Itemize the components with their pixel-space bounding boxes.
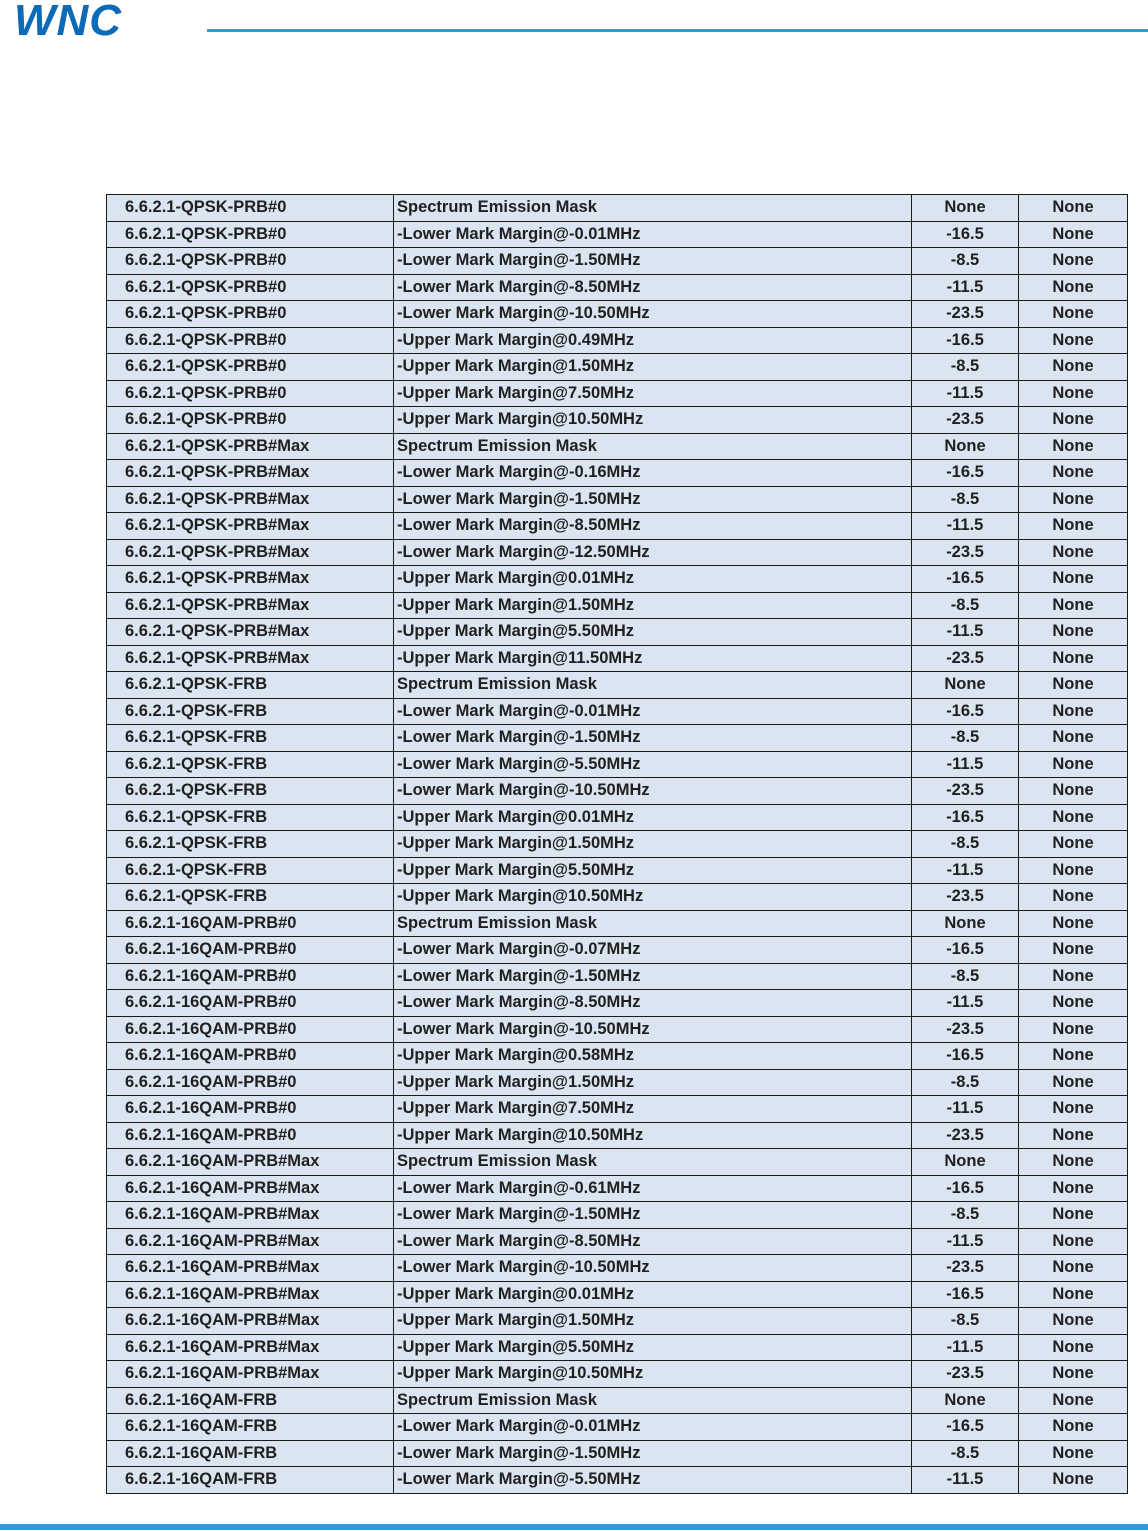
footer-rule: [0, 1524, 1148, 1530]
limit-cell: None: [1019, 354, 1128, 381]
value-cell: -16.5: [912, 1414, 1019, 1441]
limit-cell: None: [1019, 751, 1128, 778]
value-cell: -23.5: [912, 778, 1019, 805]
description-cell: -Lower Mark Margin@-12.50MHz: [394, 539, 912, 566]
description-cell: -Lower Mark Margin@-10.50MHz: [394, 1016, 912, 1043]
table-row: [107, 248, 1128, 275]
value-cell: None: [912, 195, 1019, 222]
description-cell: -Upper Mark Margin@1.50MHz: [394, 354, 912, 381]
table-row: [107, 990, 1128, 1017]
test-id-cell: 6.6.2.1-QPSK-PRB#0: [107, 327, 394, 354]
table-row: [107, 884, 1128, 911]
table-row: [107, 1467, 1128, 1494]
test-id-cell: 6.6.2.1-16QAM-PRB#0: [107, 1122, 394, 1149]
description-cell: -Upper Mark Margin@7.50MHz: [394, 1096, 912, 1123]
value-cell: -11.5: [912, 274, 1019, 301]
test-id-cell: 6.6.2.1-16QAM-PRB#0: [107, 1069, 394, 1096]
table-row: [107, 778, 1128, 805]
test-id-cell: 6.6.2.1-16QAM-PRB#0: [107, 937, 394, 964]
description-cell: -Upper Mark Margin@1.50MHz: [394, 1308, 912, 1335]
test-id-cell: 6.6.2.1-16QAM-PRB#0: [107, 1043, 394, 1070]
description-cell: -Upper Mark Margin@11.50MHz: [394, 645, 912, 672]
description-cell: -Lower Mark Margin@-5.50MHz: [394, 751, 912, 778]
limit-cell: None: [1019, 433, 1128, 460]
test-id-cell: 6.6.2.1-QPSK-PRB#Max: [107, 645, 394, 672]
description-cell: -Upper Mark Margin@10.50MHz: [394, 1122, 912, 1149]
description-cell: -Upper Mark Margin@0.01MHz: [394, 804, 912, 831]
value-cell: -8.5: [912, 592, 1019, 619]
table-row: [107, 1228, 1128, 1255]
table-row: [107, 274, 1128, 301]
value-cell: -11.5: [912, 513, 1019, 540]
description-cell: -Lower Mark Margin@-10.50MHz: [394, 301, 912, 328]
value-cell: -23.5: [912, 1016, 1019, 1043]
value-cell: -11.5: [912, 1228, 1019, 1255]
description-cell: -Upper Mark Margin@0.58MHz: [394, 1043, 912, 1070]
value-cell: None: [912, 910, 1019, 937]
table-row: [107, 221, 1128, 248]
limit-cell: None: [1019, 857, 1128, 884]
table-row: [107, 857, 1128, 884]
table-row: [107, 1016, 1128, 1043]
description-cell: -Lower Mark Margin@-8.50MHz: [394, 990, 912, 1017]
value-cell: -23.5: [912, 645, 1019, 672]
test-id-cell: 6.6.2.1-QPSK-PRB#Max: [107, 592, 394, 619]
test-id-cell: 6.6.2.1-16QAM-PRB#Max: [107, 1281, 394, 1308]
value-cell: -11.5: [912, 619, 1019, 646]
table-row: [107, 1361, 1128, 1388]
table-row: [107, 407, 1128, 434]
description-cell: -Lower Mark Margin@-8.50MHz: [394, 1228, 912, 1255]
test-id-cell: 6.6.2.1-16QAM-PRB#0: [107, 910, 394, 937]
value-cell: -8.5: [912, 1202, 1019, 1229]
limit-cell: None: [1019, 1122, 1128, 1149]
table-row: [107, 804, 1128, 831]
test-id-cell: 6.6.2.1-QPSK-PRB#Max: [107, 486, 394, 513]
limit-cell: None: [1019, 513, 1128, 540]
description-cell: -Upper Mark Margin@5.50MHz: [394, 857, 912, 884]
description-cell: -Lower Mark Margin@-8.50MHz: [394, 274, 912, 301]
test-id-cell: 6.6.2.1-16QAM-PRB#Max: [107, 1175, 394, 1202]
table-row: [107, 1334, 1128, 1361]
value-cell: -16.5: [912, 460, 1019, 487]
description-cell: -Lower Mark Margin@-0.16MHz: [394, 460, 912, 487]
limit-cell: None: [1019, 804, 1128, 831]
table-row: [107, 354, 1128, 381]
test-id-cell: 6.6.2.1-QPSK-FRB: [107, 751, 394, 778]
table-row: [107, 513, 1128, 540]
table-row: [107, 301, 1128, 328]
test-id-cell: 6.6.2.1-QPSK-PRB#Max: [107, 566, 394, 593]
limit-cell: None: [1019, 963, 1128, 990]
test-id-cell: 6.6.2.1-QPSK-PRB#0: [107, 354, 394, 381]
value-cell: None: [912, 1387, 1019, 1414]
table-row: [107, 327, 1128, 354]
test-id-cell: 6.6.2.1-16QAM-FRB: [107, 1414, 394, 1441]
limit-cell: None: [1019, 1281, 1128, 1308]
limit-cell: None: [1019, 725, 1128, 752]
table-body: [107, 195, 1128, 1494]
value-cell: -8.5: [912, 486, 1019, 513]
table-row: [107, 539, 1128, 566]
value-cell: -8.5: [912, 354, 1019, 381]
value-cell: -23.5: [912, 539, 1019, 566]
description-cell: Spectrum Emission Mask: [394, 1149, 912, 1176]
svg-text:WNC: WNC: [14, 0, 123, 40]
test-id-cell: 6.6.2.1-16QAM-PRB#0: [107, 963, 394, 990]
value-cell: -23.5: [912, 1361, 1019, 1388]
limit-cell: None: [1019, 1255, 1128, 1282]
description-cell: -Upper Mark Margin@7.50MHz: [394, 380, 912, 407]
description-cell: -Upper Mark Margin@5.50MHz: [394, 1334, 912, 1361]
limit-cell: None: [1019, 407, 1128, 434]
value-cell: -16.5: [912, 698, 1019, 725]
limit-cell: None: [1019, 248, 1128, 275]
description-cell: Spectrum Emission Mask: [394, 433, 912, 460]
limit-cell: None: [1019, 937, 1128, 964]
value-cell: -16.5: [912, 1175, 1019, 1202]
spectrum-emission-table: [106, 194, 1128, 1494]
test-id-cell: 6.6.2.1-16QAM-PRB#Max: [107, 1361, 394, 1388]
table-row: [107, 460, 1128, 487]
value-cell: -8.5: [912, 963, 1019, 990]
table-row: [107, 910, 1128, 937]
description-cell: -Lower Mark Margin@-1.50MHz: [394, 1202, 912, 1229]
value-cell: -8.5: [912, 725, 1019, 752]
test-id-cell: 6.6.2.1-QPSK-PRB#0: [107, 301, 394, 328]
test-id-cell: 6.6.2.1-QPSK-FRB: [107, 778, 394, 805]
limit-cell: None: [1019, 910, 1128, 937]
description-cell: -Upper Mark Margin@1.50MHz: [394, 831, 912, 858]
limit-cell: None: [1019, 1334, 1128, 1361]
value-cell: -16.5: [912, 937, 1019, 964]
table-row: [107, 1255, 1128, 1282]
test-id-cell: 6.6.2.1-QPSK-FRB: [107, 884, 394, 911]
description-cell: Spectrum Emission Mask: [394, 1387, 912, 1414]
limit-cell: None: [1019, 1016, 1128, 1043]
table-row: [107, 1149, 1128, 1176]
description-cell: -Upper Mark Margin@0.01MHz: [394, 1281, 912, 1308]
test-id-cell: 6.6.2.1-16QAM-FRB: [107, 1387, 394, 1414]
description-cell: -Upper Mark Margin@0.01MHz: [394, 566, 912, 593]
table-row: [107, 1202, 1128, 1229]
test-id-cell: 6.6.2.1-16QAM-PRB#0: [107, 1016, 394, 1043]
description-cell: Spectrum Emission Mask: [394, 195, 912, 222]
table-row: [107, 1281, 1128, 1308]
limit-cell: None: [1019, 380, 1128, 407]
description-cell: -Lower Mark Margin@-0.61MHz: [394, 1175, 912, 1202]
test-id-cell: 6.6.2.1-16QAM-PRB#Max: [107, 1308, 394, 1335]
description-cell: -Upper Mark Margin@0.49MHz: [394, 327, 912, 354]
description-cell: -Lower Mark Margin@-0.01MHz: [394, 221, 912, 248]
value-cell: -8.5: [912, 831, 1019, 858]
description-cell: -Upper Mark Margin@1.50MHz: [394, 592, 912, 619]
limit-cell: None: [1019, 698, 1128, 725]
value-cell: -11.5: [912, 857, 1019, 884]
table-row: [107, 433, 1128, 460]
description-cell: -Lower Mark Margin@-1.50MHz: [394, 1440, 912, 1467]
test-id-cell: 6.6.2.1-QPSK-PRB#0: [107, 195, 394, 222]
limit-cell: None: [1019, 1414, 1128, 1441]
test-id-cell: 6.6.2.1-16QAM-PRB#Max: [107, 1202, 394, 1229]
wnc-logo-mark: [14, 0, 190, 40]
test-id-cell: 6.6.2.1-QPSK-FRB: [107, 725, 394, 752]
value-cell: -11.5: [912, 1467, 1019, 1494]
limit-cell: None: [1019, 195, 1128, 222]
table-row: [107, 963, 1128, 990]
table-row: [107, 619, 1128, 646]
value-cell: -16.5: [912, 1043, 1019, 1070]
table-row: [107, 937, 1128, 964]
limit-cell: None: [1019, 1202, 1128, 1229]
limit-cell: None: [1019, 592, 1128, 619]
value-cell: -8.5: [912, 1308, 1019, 1335]
test-id-cell: 6.6.2.1-QPSK-PRB#Max: [107, 460, 394, 487]
value-cell: -23.5: [912, 301, 1019, 328]
table-row: [107, 1387, 1128, 1414]
table-row: [107, 195, 1128, 222]
table-row: [107, 486, 1128, 513]
test-id-cell: 6.6.2.1-16QAM-PRB#Max: [107, 1228, 394, 1255]
description-cell: -Lower Mark Margin@-10.50MHz: [394, 1255, 912, 1282]
description-cell: -Lower Mark Margin@-1.50MHz: [394, 486, 912, 513]
value-cell: None: [912, 433, 1019, 460]
limit-cell: None: [1019, 1149, 1128, 1176]
description-cell: -Upper Mark Margin@1.50MHz: [394, 1069, 912, 1096]
test-id-cell: 6.6.2.1-16QAM-FRB: [107, 1467, 394, 1494]
test-id-cell: 6.6.2.1-QPSK-FRB: [107, 672, 394, 699]
test-id-cell: 6.6.2.1-QPSK-FRB: [107, 804, 394, 831]
test-id-cell: 6.6.2.1-QPSK-PRB#0: [107, 248, 394, 275]
value-cell: -11.5: [912, 1096, 1019, 1123]
limit-cell: None: [1019, 539, 1128, 566]
value-cell: -23.5: [912, 1122, 1019, 1149]
description-cell: -Upper Mark Margin@10.50MHz: [394, 884, 912, 911]
limit-cell: None: [1019, 1387, 1128, 1414]
table-row: [107, 566, 1128, 593]
table-row: [107, 1122, 1128, 1149]
limit-cell: None: [1019, 778, 1128, 805]
value-cell: -16.5: [912, 804, 1019, 831]
test-id-cell: 6.6.2.1-16QAM-PRB#Max: [107, 1149, 394, 1176]
limit-cell: None: [1019, 486, 1128, 513]
table-row: [107, 1440, 1128, 1467]
test-id-cell: 6.6.2.1-QPSK-FRB: [107, 831, 394, 858]
test-id-cell: 6.6.2.1-QPSK-PRB#Max: [107, 539, 394, 566]
description-cell: -Lower Mark Margin@-0.07MHz: [394, 937, 912, 964]
test-id-cell: 6.6.2.1-16QAM-PRB#Max: [107, 1334, 394, 1361]
description-cell: Spectrum Emission Mask: [394, 910, 912, 937]
test-id-cell: 6.6.2.1-QPSK-PRB#0: [107, 221, 394, 248]
test-id-cell: 6.6.2.1-QPSK-PRB#0: [107, 407, 394, 434]
value-cell: -8.5: [912, 1440, 1019, 1467]
description-cell: -Lower Mark Margin@-1.50MHz: [394, 963, 912, 990]
value-cell: -8.5: [912, 248, 1019, 275]
test-id-cell: 6.6.2.1-QPSK-PRB#Max: [107, 619, 394, 646]
value-cell: -16.5: [912, 566, 1019, 593]
limit-cell: None: [1019, 1308, 1128, 1335]
value-cell: -23.5: [912, 1255, 1019, 1282]
value-cell: -23.5: [912, 407, 1019, 434]
table-row: [107, 751, 1128, 778]
description-cell: -Upper Mark Margin@10.50MHz: [394, 407, 912, 434]
table-row: [107, 831, 1128, 858]
test-id-cell: 6.6.2.1-16QAM-PRB#0: [107, 1096, 394, 1123]
table-row: [107, 698, 1128, 725]
table-row: [107, 1043, 1128, 1070]
value-cell: None: [912, 672, 1019, 699]
value-cell: -23.5: [912, 884, 1019, 911]
limit-cell: None: [1019, 566, 1128, 593]
limit-cell: None: [1019, 645, 1128, 672]
test-id-cell: 6.6.2.1-QPSK-FRB: [107, 698, 394, 725]
limit-cell: None: [1019, 1069, 1128, 1096]
description-cell: -Lower Mark Margin@-1.50MHz: [394, 725, 912, 752]
limit-cell: None: [1019, 1175, 1128, 1202]
test-id-cell: 6.6.2.1-16QAM-PRB#0: [107, 990, 394, 1017]
header-rule: [207, 29, 1148, 32]
limit-cell: None: [1019, 1440, 1128, 1467]
description-cell: Spectrum Emission Mask: [394, 672, 912, 699]
value-cell: -11.5: [912, 1334, 1019, 1361]
table-row: [107, 1069, 1128, 1096]
table-row: [107, 725, 1128, 752]
value-cell: -16.5: [912, 327, 1019, 354]
description-cell: -Lower Mark Margin@-8.50MHz: [394, 513, 912, 540]
value-cell: -11.5: [912, 751, 1019, 778]
test-id-cell: 6.6.2.1-16QAM-FRB: [107, 1440, 394, 1467]
limit-cell: None: [1019, 990, 1128, 1017]
limit-cell: None: [1019, 672, 1128, 699]
description-cell: -Lower Mark Margin@-10.50MHz: [394, 778, 912, 805]
limit-cell: None: [1019, 1467, 1128, 1494]
limit-cell: None: [1019, 1043, 1128, 1070]
test-id-cell: 6.6.2.1-QPSK-FRB: [107, 857, 394, 884]
table-row: [107, 1308, 1128, 1335]
limit-cell: None: [1019, 619, 1128, 646]
limit-cell: None: [1019, 221, 1128, 248]
value-cell: None: [912, 1149, 1019, 1176]
value-cell: -11.5: [912, 380, 1019, 407]
description-cell: -Lower Mark Margin@-5.50MHz: [394, 1467, 912, 1494]
test-id-cell: 6.6.2.1-QPSK-PRB#0: [107, 274, 394, 301]
table-row: [107, 1414, 1128, 1441]
description-cell: -Lower Mark Margin@-1.50MHz: [394, 248, 912, 275]
limit-cell: None: [1019, 1361, 1128, 1388]
description-cell: -Upper Mark Margin@5.50MHz: [394, 619, 912, 646]
limit-cell: None: [1019, 301, 1128, 328]
wnc-logo: [14, 0, 190, 40]
table-row: [107, 672, 1128, 699]
table-row: [107, 1175, 1128, 1202]
value-cell: -16.5: [912, 1281, 1019, 1308]
limit-cell: None: [1019, 831, 1128, 858]
description-cell: -Lower Mark Margin@-0.01MHz: [394, 1414, 912, 1441]
test-id-cell: 6.6.2.1-16QAM-PRB#Max: [107, 1255, 394, 1282]
value-cell: -16.5: [912, 221, 1019, 248]
value-cell: -8.5: [912, 1069, 1019, 1096]
table-row: [107, 380, 1128, 407]
test-id-cell: 6.6.2.1-QPSK-PRB#Max: [107, 433, 394, 460]
limit-cell: None: [1019, 1096, 1128, 1123]
limit-cell: None: [1019, 884, 1128, 911]
limit-cell: None: [1019, 460, 1128, 487]
test-id-cell: 6.6.2.1-QPSK-PRB#Max: [107, 513, 394, 540]
limit-cell: None: [1019, 274, 1128, 301]
description-cell: -Upper Mark Margin@10.50MHz: [394, 1361, 912, 1388]
value-cell: -11.5: [912, 990, 1019, 1017]
description-cell: -Lower Mark Margin@-0.01MHz: [394, 698, 912, 725]
table-row: [107, 1096, 1128, 1123]
table-row: [107, 645, 1128, 672]
limit-cell: None: [1019, 1228, 1128, 1255]
test-id-cell: 6.6.2.1-QPSK-PRB#0: [107, 380, 394, 407]
limit-cell: None: [1019, 327, 1128, 354]
table-row: [107, 592, 1128, 619]
